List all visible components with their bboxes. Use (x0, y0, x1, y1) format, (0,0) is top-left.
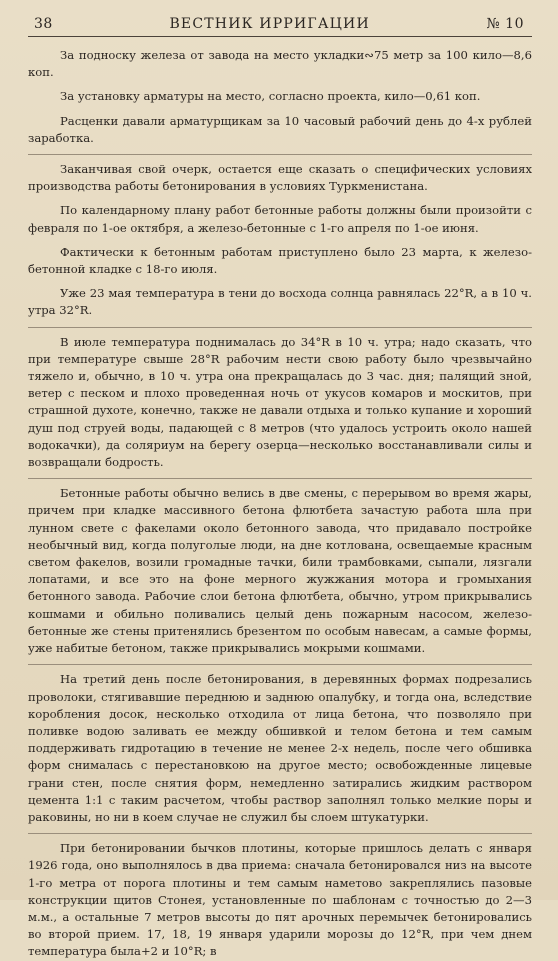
paragraph: При бетонировании бычков плотины, которые пришлось делать с января 1926 года, оно выполнялось в два приема: сначала бетонировался низ на высоте 1-го метра от порога плотины и тем самым наметово закреплялись пазовые конструкции щитов Стонея, установленные по шаблонам с точностью до 2—3 м.м., а остальные 7 метров высоты до пят арочных перемычек бетонировались во второй прием. 17, 18, 19 января ударили морозы до 12°R, при чем днем температура была+2 и 10°R; в (28, 833, 532, 960)
page-header (28, 16, 532, 32)
paragraph: Уже 23 мая температура в тени до восхода солнца равнялась 22°R, а в 10 ч. утра 32°R. (28, 286, 532, 318)
paragraph: За установку арматуры на место, согласно проекта, кило—0,61 коп. (60, 89, 481, 104)
paragraph: Фактически к бетонным работам приступлено было 23 марта, к железо-бетонной кладке с 18-го июля. (28, 244, 532, 277)
paragraph: В июле температура поднималась до 34°R в 10 ч. утра; надо сказать, что при температуре свыше 28°R рабочим нести свою работу было чрезвычайно тяжело и, обычно, в 10 ч. утра она прекращалась до 3 час. дня; палящий зной, ветер с песком и плохо проведенная ночь от укусов комаров и москитов, при страшной духоте, конечно, также не давали отдыха и только купание и хороший душ под струей воды, падающей с 8 метров (что удалось устроить около нашей водокачки), да соляриум на берегу озерца—несколько восстанавливали силы и возвращали бодрость. (28, 327, 532, 472)
paragraph: Бетонные работы обычно велись в две смены, с перерывом во время жары, причем при кладке массивного бетона флютбета зачастую работа шла при лунном свете с факелами около бетонного завода, что придавало постройке необычный вид, когда полуголые люди, на дне котлована, освещаемые красным светом факелов, возили громадные тачки, били трамбовками, сыпали, лязгали лопатами, и все это на фоне мерного жужжания мотора и громыхания бетонного завода. Рабочие слои бетона флютбета, обычно, утром прикрывались кошмами и обильно поливались целый день пожарным насосом, железо-бетонные же стены притенялись брезентом по особым навесам, а самые формы, уже набитые бетоном, также прикрывались мокрыми кошмами. (28, 478, 532, 657)
article-body (28, 47, 532, 961)
paragraph: На третий день после бетонирования, в деревянных формах подрезались проволоки, стягивавшие переднюю и заднюю опалубку, и тогда она, вследствие коробления досок, несколько отходила от лица бетона, что позволяло при поливке водою заливать ее между обшивкой и телом бетона и тем самым поддерживать гидротацию в течение не менее 2-х недель, после чего обшивка форм снималась с перестановкою на другое место; освобожденные лицевые грани стен, после снятия форм, немедленно затирались жидким раствором цемента 1:1 с таким расчетом, чтобы раствор заполнял только мелкие поры и раковины, но ни в коем случае не служил бы слоем штукатурки. (28, 664, 532, 826)
journal-title: ВЕСТНИК ИРРИГАЦИИ (169, 16, 370, 32)
paragraph: Расценки давали арматурщикам за 10 часовый рабочий день до 4-х рублей заработка. (28, 113, 532, 145)
paragraph: По календарному плану работ бетонные работы должны были произойти с февраля по 1-ое октября, а железо-бетонные с 1-го апреля по 1-ое июня. (28, 203, 532, 235)
paragraph: Заканчивая свой очерк, остается еще сказать о специфических условиях производства работы бетонирования в условиях Туркменистана. (28, 154, 532, 195)
paragraph: За подноску железа от завода на место укладки∾75 метр за 100 кило—8,6 коп. (28, 48, 532, 80)
header-rule (28, 36, 532, 37)
page-number: 38 (34, 16, 53, 32)
issue-number: № 10 (486, 16, 524, 32)
